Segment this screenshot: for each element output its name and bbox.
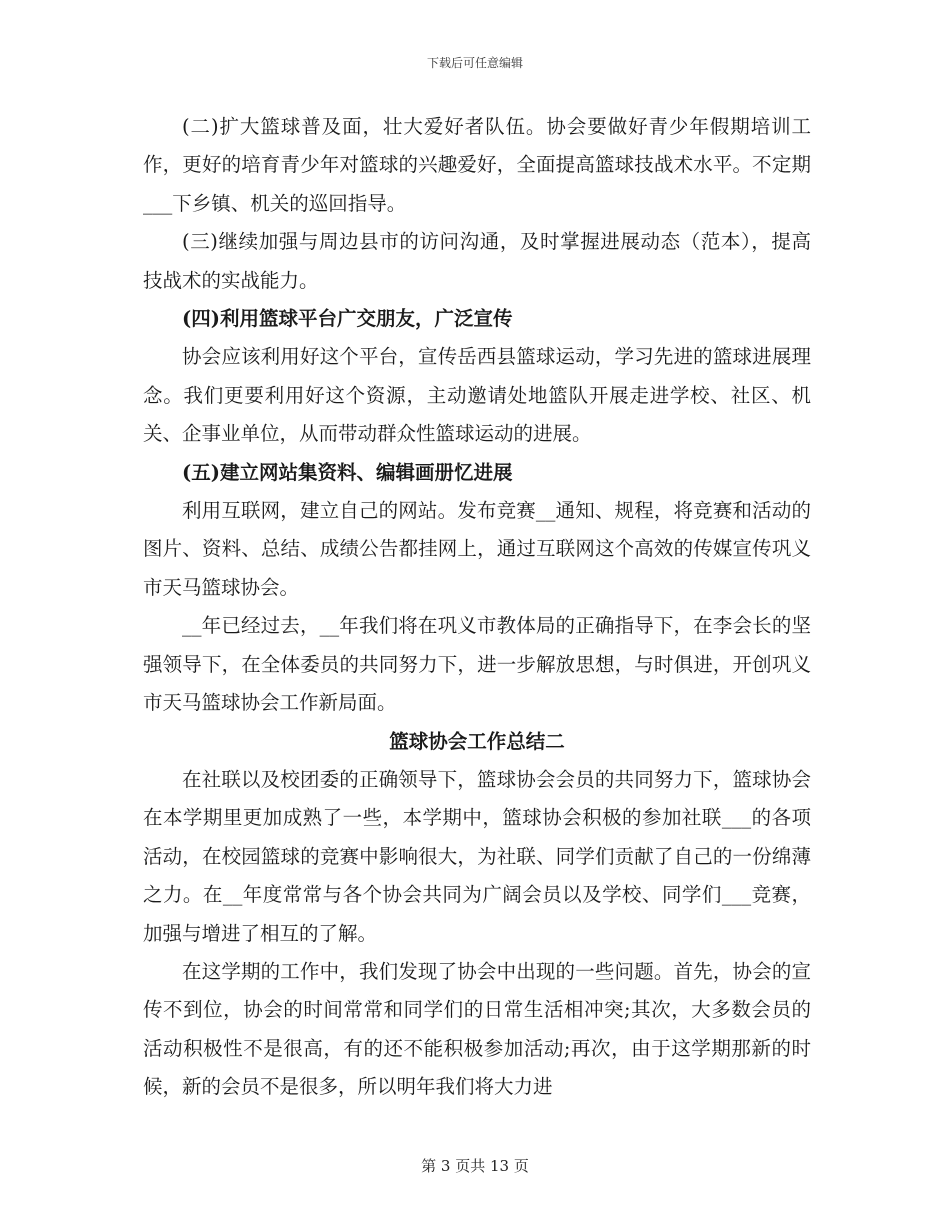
paragraph-website: 利用互联网，建立自己的网站。发布竞赛__通知、规程，将竞赛和活动的图片、资料、总结、成绩公告都挂网上，通过互联网这个高效的传媒宣传巩义市天马篮球协会。 xyxy=(143,499,811,599)
section-heading-5: (五)建立网站集资料、编辑画册忆进展 xyxy=(182,460,513,484)
page-header-note: 下载后可任意编辑 xyxy=(426,56,523,70)
paragraph-platform-promotion: 协会应该利用好这个平台，宣传岳西县篮球运动，学习先进的篮球进展理念。我们更要利用好这个资源，主动邀请处地篮队开展走进学校、社区、机关、企事业单位，从而带动群众性篮球运动的进展。 xyxy=(143,345,811,446)
page-number-footer: 第 3 页共 13 页 xyxy=(421,1157,529,1175)
paragraph-year-outlook: __年已经过去，__年我们将在巩义市教体局的正确指导下，在李会长的坚强领导下，在全体委员的共同努力下，进一步解放思想，与时俱进，开创巩义市天马篮球协会工作新局面。 xyxy=(143,614,811,715)
document-title-summary-two: 篮球协会工作总结二 xyxy=(389,729,565,753)
paragraph-exchange-visits: (三)继续加强与周边县市的访问沟通，及时掌握进展动态（范本），提高技战术的实战能力。 xyxy=(143,230,811,292)
paragraph-expand-popularity: (二)扩大篮球普及面，壮大爱好者队伍。协会要做好青少年假期培训工作，更好的培育青少年对篮球的兴趣爱好，全面提高篮球技战术水平。不定期___下乡镇、机关的巡回指导。 xyxy=(143,115,811,215)
section-heading-4: (四)利用篮球平台广交朋友，广泛宣传 xyxy=(182,307,513,331)
paragraph-problems: 在这学期的工作中，我们发现了协会中出现的一些问题。首先，协会的宣传不到位，协会的时间常常和同学们的日常生活相冲突;其次，大多数会员的活动积极性不是很高，有的还不能积极参加活动;再次，由于这学期那新的时候，新的会员不是很多，所以明年我们将大力进 xyxy=(143,959,811,1099)
paragraph-semester-summary: 在社联以及校团委的正确领导下，篮球协会会员的共同努力下，篮球协会在本学期里更加成熟了一些，本学期中，篮球协会积极的参加社联___的各项活动，在校园篮球的竞赛中影响很大，为社联、同学们贡献了自己的一份绵薄之力。在__年度常常与各个协会共同为广阔会员以及学校、同学们___竞赛，加强与增进了相互的了解。 xyxy=(143,767,811,945)
document-body xyxy=(143,108,811,1107)
